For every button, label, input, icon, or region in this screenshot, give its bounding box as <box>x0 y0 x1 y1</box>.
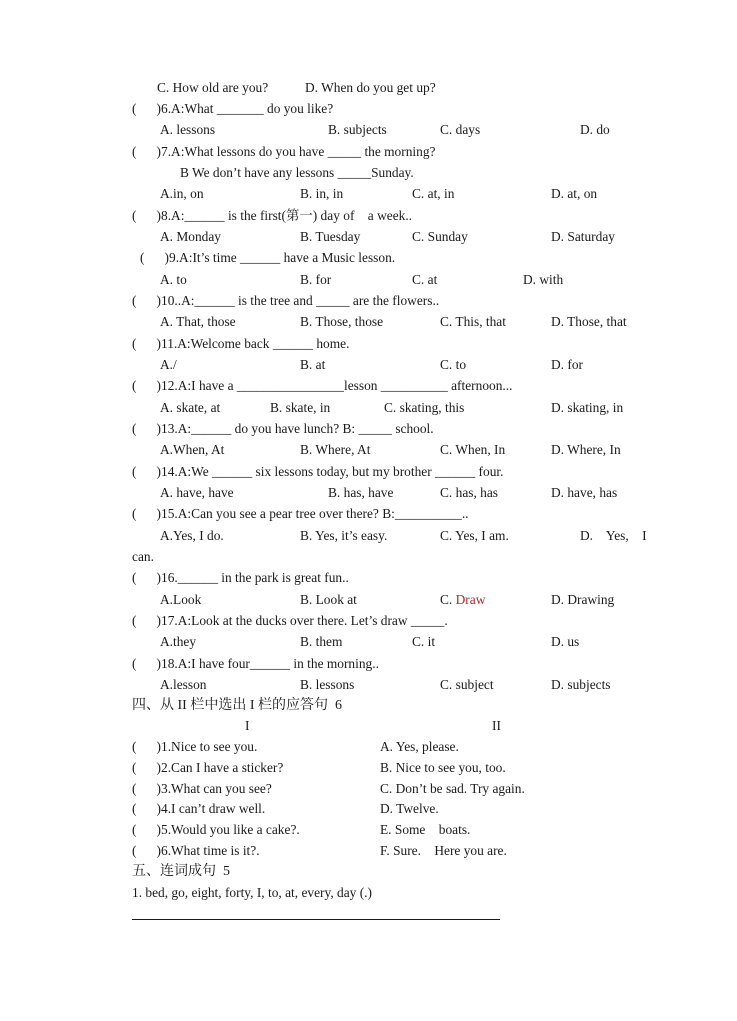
q12-option-d: D. skating, in <box>551 400 624 415</box>
match-right-f: F. Sure. Here you are. <box>380 843 507 858</box>
section-4-col-2-heading: II <box>492 718 501 733</box>
q16-option-c: C. Draw <box>440 592 486 607</box>
question-16: ( )16.______ in the park is great fun.. <box>132 570 349 585</box>
q14-option-d: D. have, has <box>551 485 618 500</box>
q10-option-b: B. Those, those <box>300 314 384 329</box>
section-5-question-1: 1. bed, go, eight, forty, I, to, at, every, day (.) <box>132 885 372 900</box>
match-right-a: A. Yes, please. <box>380 739 459 754</box>
q18-option-a: A.lesson <box>160 677 207 692</box>
q13-option-c: C. When, In <box>440 442 506 457</box>
match-left-5: ( )5.Would you like a cake?. <box>132 822 300 837</box>
q6-option-c: C. days <box>440 122 481 137</box>
q8-option-c: C. Sunday <box>412 229 468 244</box>
q11-option-d: D. for <box>551 357 583 372</box>
match-left-2: ( )2.Can I have a sticker? <box>132 760 284 775</box>
q7-option-b: B. in, in <box>300 186 344 201</box>
q18-option-c: C. subject <box>440 677 494 692</box>
prev-option-d: D. When do you get up? <box>305 80 436 95</box>
q10-option-d: D. Those, that <box>551 314 627 329</box>
question-11: ( )11.A:Welcome back ______ home. <box>132 336 350 351</box>
question-7: ( )7.A:What lessons do you have _____ the morning? <box>132 144 436 159</box>
q13-option-d: D. Where, In <box>551 442 621 457</box>
q8-option-a: A. Monday <box>160 229 221 244</box>
question-14: ( )14.A:We ______ six lessons today, but my brother ______ four. <box>132 464 504 479</box>
q14-option-c: C. has, has <box>440 485 499 500</box>
match-left-6: ( )6.What time is it?. <box>132 843 260 858</box>
match-left-1: ( )1.Nice to see you. <box>132 739 258 754</box>
q12-option-a: A. skate, at <box>160 400 221 415</box>
q15-option-d: D. Yes, I <box>580 528 647 543</box>
q11-option-c: C. to <box>440 357 467 372</box>
q7-option-a: A.in, on <box>160 186 204 201</box>
q15-option-a: A.Yes, I do. <box>160 528 224 543</box>
question-18: ( )18.A:I have four______ in the morning.. <box>132 656 379 671</box>
q9-option-a: A. to <box>160 272 187 287</box>
question-10: ( )10..A:______ is the tree and _____ are the flowers.. <box>132 293 440 308</box>
q15-option-d-wrap: can. <box>132 549 154 564</box>
q7-option-d: D. at, on <box>551 186 598 201</box>
question-7-line2: B We don’t have any lessons _____Sunday. <box>180 165 414 180</box>
match-left-3: ( )3.What can you see? <box>132 781 272 796</box>
q13-option-b: B. Where, At <box>300 442 371 457</box>
q18-option-d: D. subjects <box>551 677 611 692</box>
question-12: ( )12.A:I have a ________________lesson __________ afternoon... <box>132 378 513 393</box>
q17-option-c: C. it <box>412 634 436 649</box>
q6-option-b: B. subjects <box>328 122 387 137</box>
q12-option-c: C. skating, this <box>384 400 465 415</box>
match-right-e: E. Some boats. <box>380 822 471 837</box>
q9-option-d: D. with <box>523 272 564 287</box>
question-17: ( )17.A:Look at the ducks over there. Let’s draw _____. <box>132 613 448 628</box>
q6-option-d: D. do <box>580 122 610 137</box>
section-4-title: 四、从 II 栏中选出 I 栏的应答句 6 <box>132 698 342 713</box>
q16-option-d: D. Drawing <box>551 592 615 607</box>
q16-option-c-word: Draw <box>455 592 486 607</box>
match-right-b: B. Nice to see you, too. <box>380 760 506 775</box>
match-right-c: C. Don’t be sad. Try again. <box>380 781 525 796</box>
q7-option-c: C. at, in <box>412 186 455 201</box>
q8-option-d: D. Saturday <box>551 229 615 244</box>
answer-line <box>132 919 500 920</box>
q6-option-a: A. lessons <box>160 122 216 137</box>
q11-option-b: B. at <box>300 357 326 372</box>
q17-option-b: B. them <box>300 634 343 649</box>
match-left-4: ( )4.I can’t draw well. <box>132 801 266 816</box>
q16-option-a: A.Look <box>160 592 202 607</box>
q15-option-b: B. Yes, it’s easy. <box>300 528 388 543</box>
question-13: ( )13.A:______ do you have lunch? B: _____ school. <box>132 421 434 436</box>
q10-option-c: C. This, that <box>440 314 506 329</box>
q17-option-d: D. us <box>551 634 580 649</box>
prev-option-c: C. How old are you? <box>157 80 269 95</box>
question-9: ( )9.A:It’s time ______ have a Music lesson. <box>140 250 396 265</box>
q16-option-b: B. Look at <box>300 592 357 607</box>
q11-option-a: A./ <box>160 357 177 372</box>
q12-option-b: B. skate, in <box>270 400 331 415</box>
q9-option-c: C. at <box>412 272 438 287</box>
q15-option-c: C. Yes, I am. <box>440 528 509 543</box>
q8-option-b: B. Tuesday <box>300 229 361 244</box>
q17-option-a: A.they <box>160 634 197 649</box>
section-4-col-1-heading: I <box>245 718 250 733</box>
question-15: ( )15.A:Can you see a pear tree over there? B:__________.. <box>132 506 469 521</box>
match-right-d: D. Twelve. <box>380 801 439 816</box>
section-5-title: 五、连词成句 5 <box>132 864 230 879</box>
q10-option-a: A. That, those <box>160 314 236 329</box>
question-8: ( )8.A:______ is the first(第一) day of a week.. <box>132 208 413 223</box>
q18-option-b: B. lessons <box>300 677 355 692</box>
q9-option-b: B. for <box>300 272 332 287</box>
question-6: ( )6.A:What _______ do you like? <box>132 101 334 116</box>
q14-option-b: B. has, have <box>328 485 394 500</box>
q14-option-a: A. have, have <box>160 485 234 500</box>
q13-option-a: A.When, At <box>160 442 225 457</box>
